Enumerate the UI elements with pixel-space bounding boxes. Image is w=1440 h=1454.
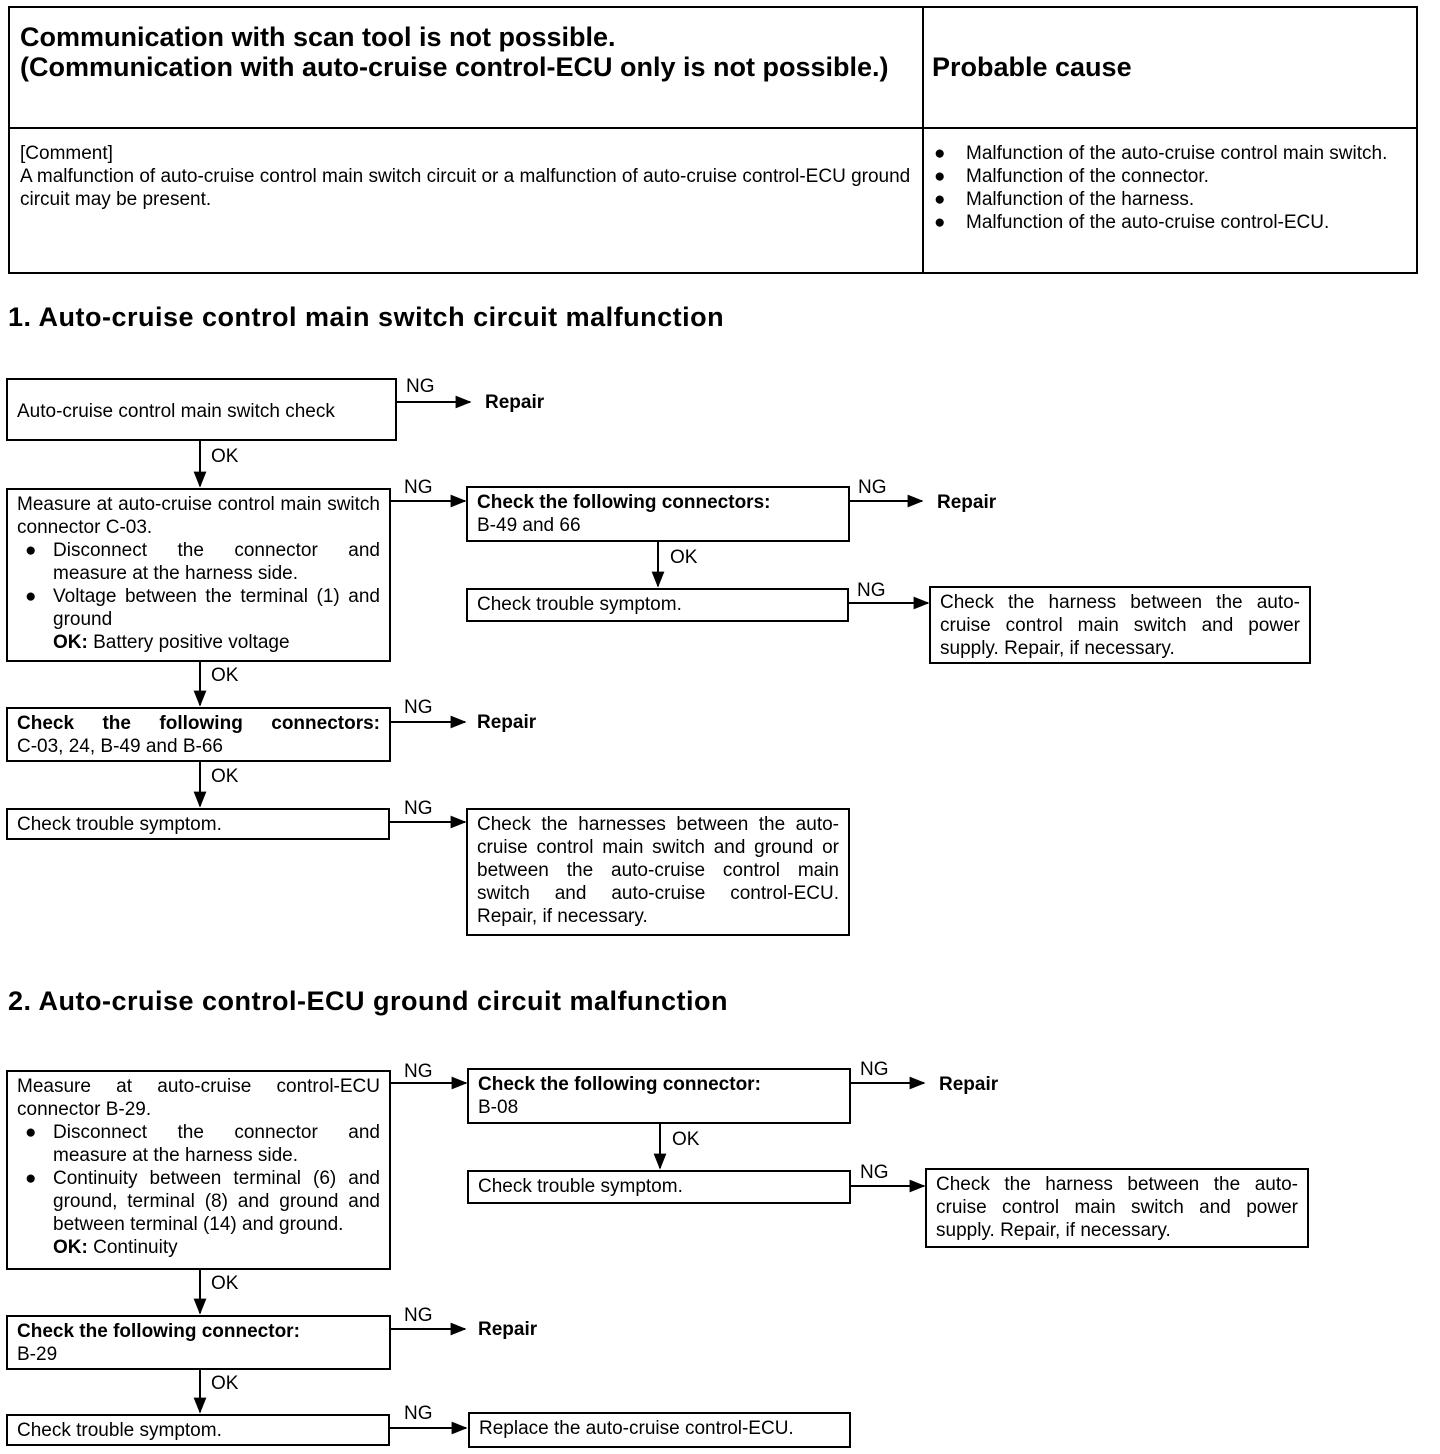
connector-list: B-08: [478, 1097, 519, 1118]
ok-criterion: [17, 1236, 380, 1259]
check-connectors-step: [466, 486, 850, 542]
ng-label: NG: [404, 1061, 433, 1082]
measure-instruction: Measure at auto-cruise control main switch connector C-03.: [17, 494, 380, 538]
main-switch-check-step: Auto-cruise control main switch check: [6, 378, 397, 441]
measure-bullet-text: Voltage between the terminal (1) and ground: [53, 586, 380, 630]
check-trouble-symptom-step: Check trouble symptom.: [466, 588, 849, 622]
ok-label: OK: [211, 1373, 239, 1394]
repair-result: Repair: [939, 1074, 999, 1095]
connector-list: C-03, 24, B-49 and B-66: [17, 736, 223, 757]
cause-text: Malfunction of the connector.: [966, 166, 1209, 187]
check-connector-step: [467, 1068, 851, 1124]
ng-label: NG: [860, 1162, 889, 1183]
check-connectors-title: Check the following connectors:: [477, 492, 771, 513]
measure-bullet: [17, 539, 380, 585]
ok-criterion-label: OK:: [53, 1237, 88, 1258]
harness-check-result: Check the harnesses between the auto-cruise control main switch and ground or between the auto-cruise control main switch and auto-cruise control-ECU. Repair, if necessary.: [466, 808, 850, 936]
bullet-icon: ●: [25, 1122, 37, 1143]
bullet-icon: ●: [25, 540, 37, 561]
repair-result: Repair: [485, 392, 545, 413]
check-connector-title: Check the following connector:: [478, 1074, 761, 1095]
ok-label: OK: [211, 1273, 239, 1294]
ok-label: OK: [211, 446, 239, 467]
measure-bullet: [17, 1167, 380, 1236]
comment-text: A malfunction of auto-cruise control main switch circuit or a malfunction of auto-cruise control-ECU ground circuit may be present.: [20, 166, 911, 210]
ng-label: NG: [404, 1403, 433, 1424]
measure-bullet: [17, 1121, 380, 1167]
measure-instruction: Measure at auto-cruise control-ECU connector B-29.: [17, 1076, 380, 1120]
ng-label: NG: [860, 1059, 889, 1080]
measure-main-switch-connector-step: [6, 488, 391, 662]
ng-label: NG: [404, 798, 433, 819]
ok-label: OK: [211, 665, 239, 686]
ok-label: OK: [670, 547, 698, 568]
probable-cause-heading: Probable cause: [932, 52, 1132, 82]
check-trouble-symptom-step: Check trouble symptom.: [467, 1170, 851, 1204]
replace-ecu-result: Replace the auto-cruise control-ECU.: [468, 1412, 851, 1448]
bullet-icon: ●: [934, 143, 946, 164]
ok-criterion-value: Battery positive voltage: [93, 632, 290, 653]
check-connector-title: Check the following connector:: [17, 1321, 300, 1342]
ng-label: NG: [404, 1305, 433, 1326]
cause-text: Malfunction of the auto-cruise control-ECU.: [966, 212, 1330, 233]
comment-label: [Comment]: [20, 143, 113, 164]
ng-label: NG: [858, 477, 887, 498]
repair-result: Repair: [478, 1319, 538, 1340]
ok-criterion-label: OK:: [53, 632, 88, 653]
bullet-icon: ●: [934, 212, 946, 233]
section-2-heading: 2. Auto-cruise control-ECU ground circuit malfunction: [8, 986, 729, 1016]
check-connector-step: [6, 1315, 391, 1370]
measure-ecu-connector-step: [6, 1070, 391, 1270]
check-trouble-symptom-step: Check trouble symptom.: [6, 1414, 390, 1446]
measure-bullet-text: Disconnect the connector and measure at the harness side.: [53, 1122, 380, 1166]
symptom-title-line: (Communication with auto-cruise control-ECU only is not possible.): [20, 52, 889, 82]
harness-check-result: Check the harness between the auto-cruise control main switch and power supply. Repair, if necessary.: [925, 1168, 1309, 1248]
bullet-icon: ●: [934, 166, 946, 187]
symptom-title-line: Communication with scan tool is not possible.: [20, 22, 616, 52]
ng-label: NG: [857, 580, 886, 601]
ok-criterion: [17, 631, 380, 654]
cause-text: Malfunction of the auto-cruise control main switch.: [966, 143, 1388, 164]
ng-label: NG: [404, 477, 433, 498]
repair-result: Repair: [937, 492, 997, 513]
measure-bullet-text: Continuity between terminal (6) and ground, terminal (8) and ground and between terminal (14) and ground.: [53, 1168, 380, 1235]
section-1-heading: 1. Auto-cruise control main switch circuit malfunction: [8, 302, 725, 332]
ng-label: NG: [404, 697, 433, 718]
bullet-icon: ●: [934, 189, 946, 210]
ok-label: OK: [672, 1129, 700, 1150]
connector-list: B-29: [17, 1344, 58, 1365]
bullet-icon: ●: [25, 586, 37, 607]
ng-label: NG: [406, 376, 435, 397]
cause-text: Malfunction of the harness.: [966, 189, 1195, 210]
ok-label: OK: [211, 766, 239, 787]
bullet-icon: ●: [25, 1168, 37, 1189]
check-connectors-title: Check the following connectors:: [17, 713, 380, 734]
connector-list: B-49 and 66: [477, 515, 581, 536]
harness-check-result: Check the harness between the auto-cruise control main switch and power supply. Repair, if necessary.: [929, 586, 1311, 664]
check-connectors-step: [6, 707, 391, 762]
measure-bullet: [17, 585, 380, 631]
ok-criterion-value: Continuity: [93, 1237, 178, 1258]
measure-bullet-text: Disconnect the connector and measure at the harness side.: [53, 540, 380, 584]
repair-result: Repair: [477, 712, 537, 733]
check-trouble-symptom-step: Check trouble symptom.: [6, 808, 390, 840]
